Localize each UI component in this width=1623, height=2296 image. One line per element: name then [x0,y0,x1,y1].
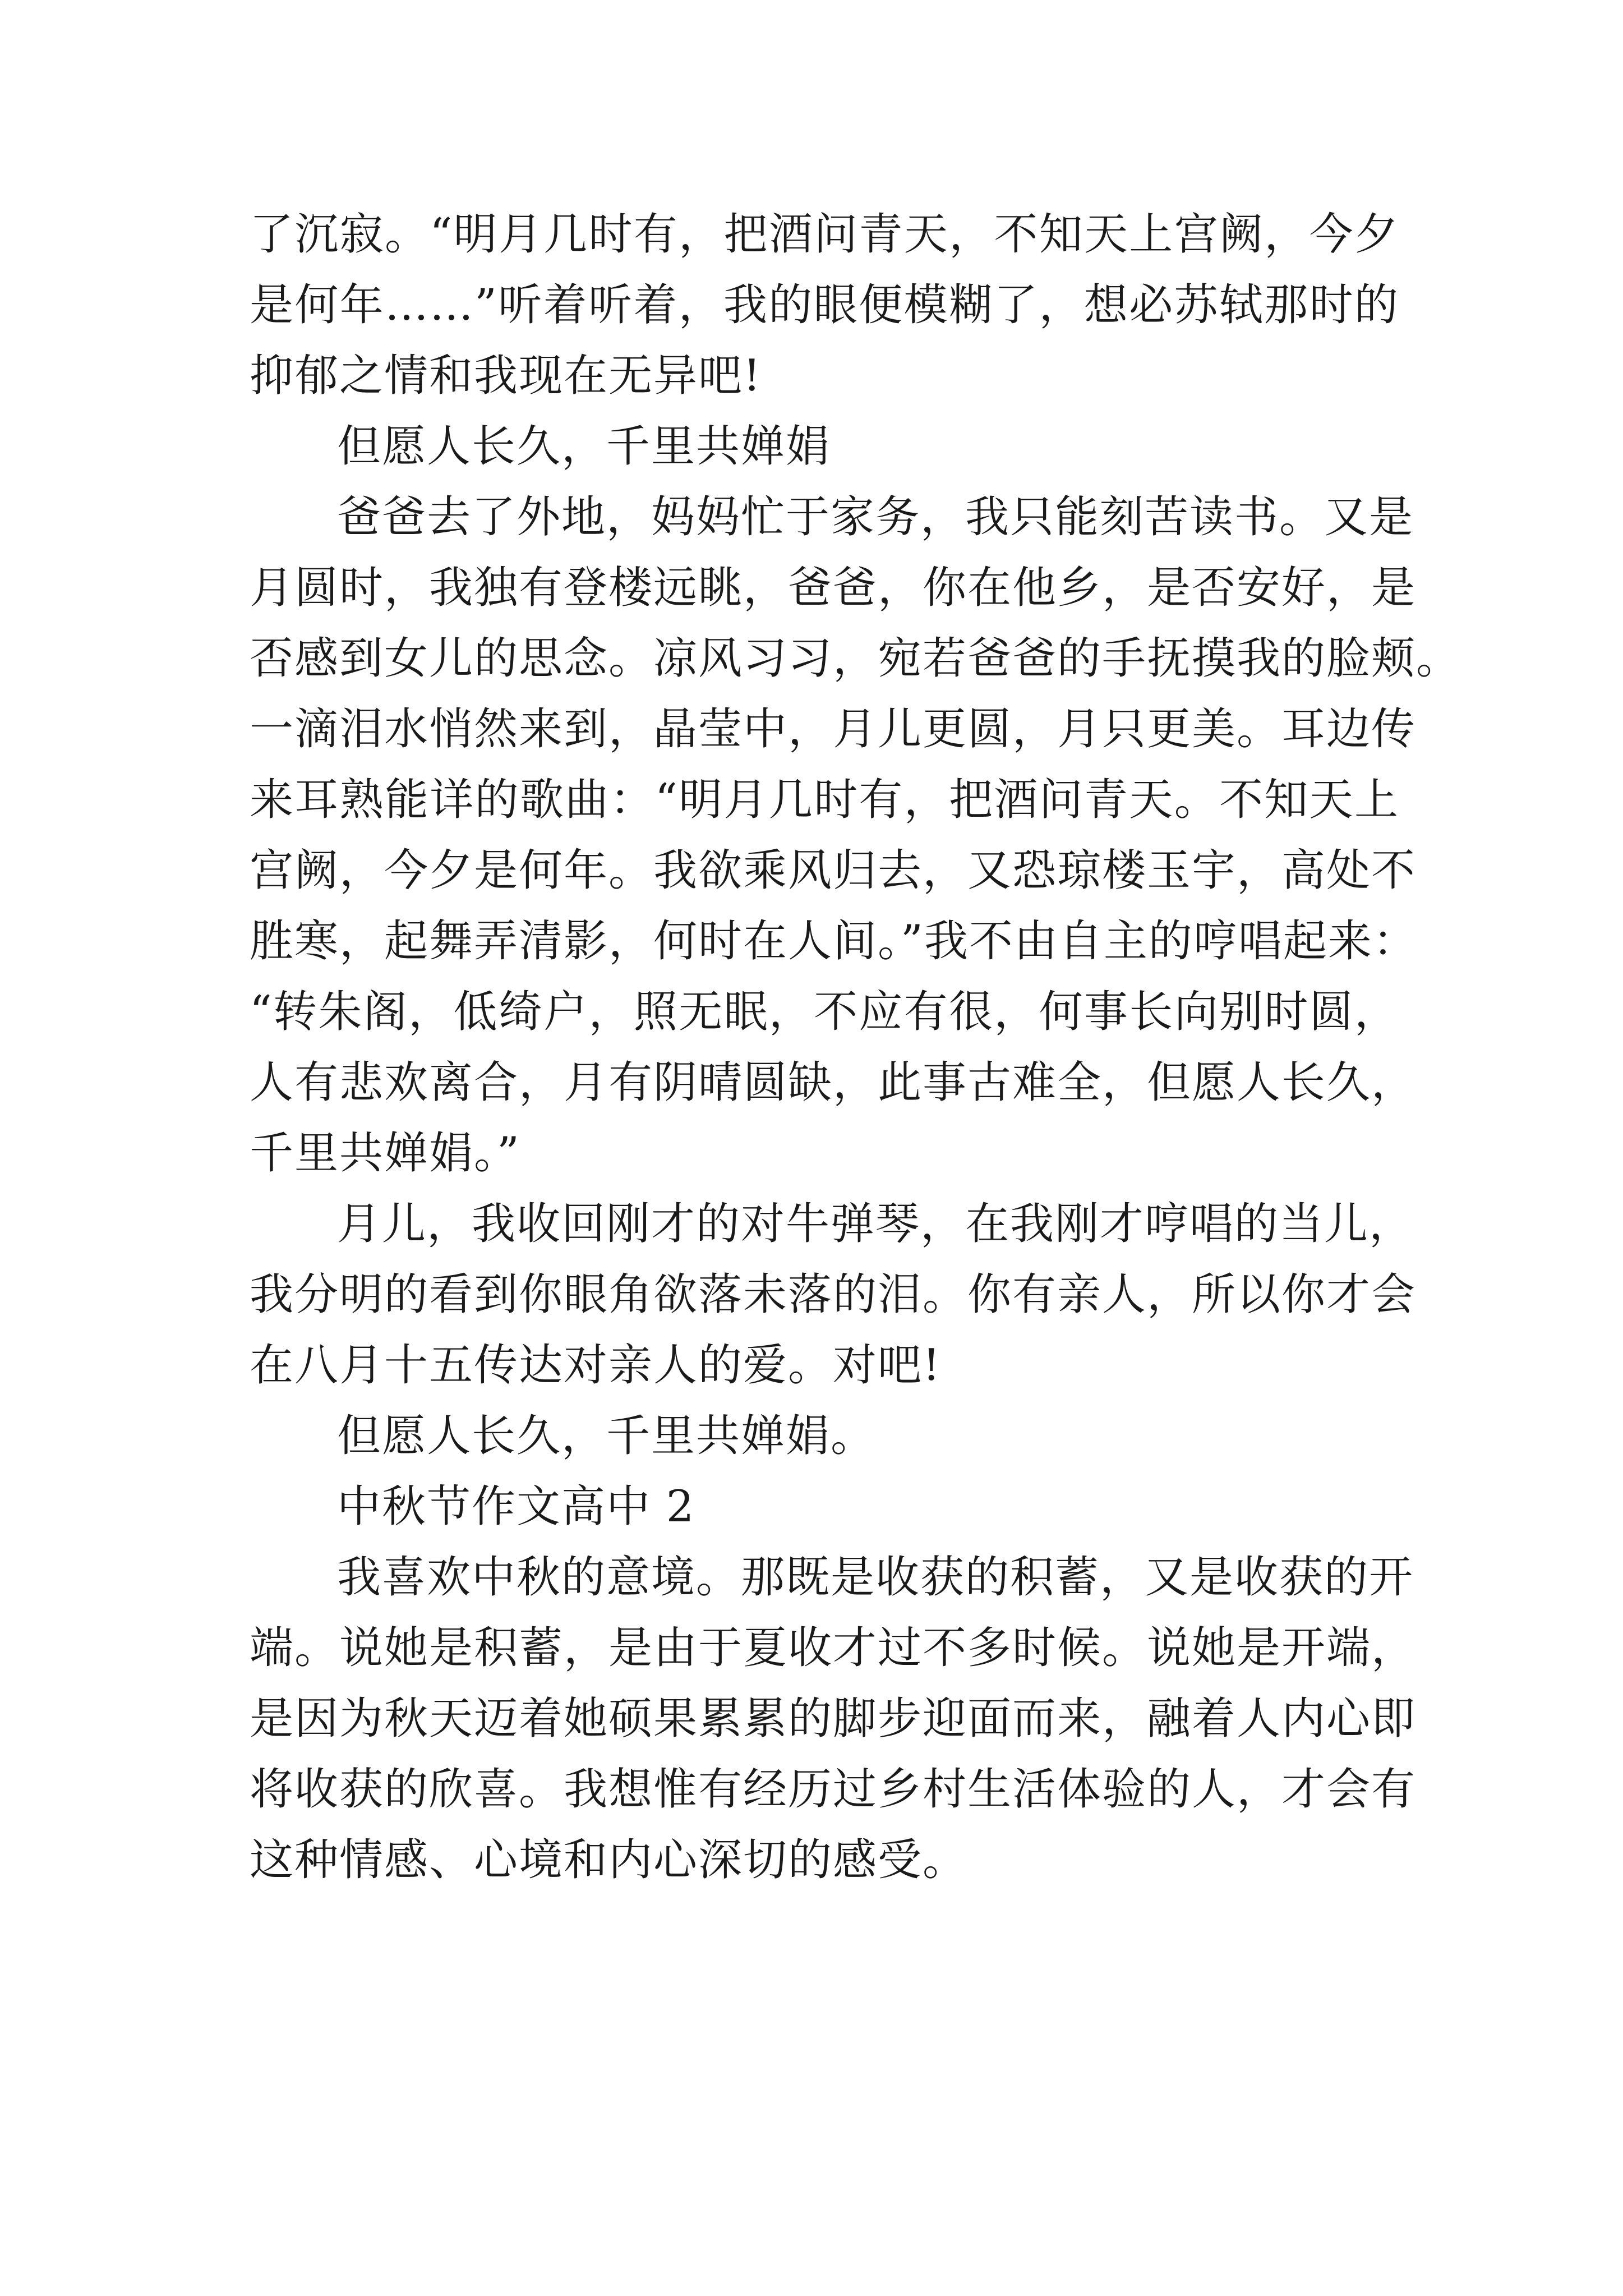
text-line: 月圆时，我独有登楼远眺，爸爸，你在他乡，是否安好，是 [250,563,1417,613]
document-body [250,199,1461,1895]
text-line: 一滴泪水悄然来到，晶莹中，月儿更圆，月只更美。耳边传 [250,704,1417,754]
text-line: 我分明的看到你眼角欲落未落的泪。你有亲人，所以你才会 [250,1269,1417,1320]
text-line: 人有悲欢离合，月有阴晴圆缺，此事古难全，但愿人长久， [250,1057,1417,1108]
text-line: 端。说她是积蓄，是由于夏收才过不多时候。说她是开端， [250,1623,1417,1673]
text-line: 了沉寂。“明月几时有，把酒问青天，不知天上宫阙，今夕 [250,209,1399,260]
text-line: 否感到女儿的思念。凉风习习，宛若爸爸的手抚摸我的脸颊。 [250,633,1461,684]
text-line: 我喜欢中秋的意境。那既是收获的积蓄，又是收获的开 [337,1552,1414,1603]
section-heading: 中秋节作文高中 2 [337,1481,695,1532]
text-line: 千里共婵娟。” [250,1128,520,1179]
text-line: 但愿人长久，千里共婵娟。 [337,1411,876,1461]
text-line: “转朱阁，低绮户，照无眠，不应有很，何事长向别时圆， [250,987,1399,1037]
text-line: 是何年……”听着听着，我的眼便模糊了，想必苏轼那时的 [250,280,1399,330]
text-line: 将收获的欣喜。我想惟有经历过乡村生活体验的人，才会有 [250,1764,1417,1815]
text-line: 月儿，我收回刚才的对牛弹琴，在我刚才哼唱的当儿， [337,1199,1414,1249]
text-line: 来耳熟能详的歌曲：“明月几时有，把酒问青天。不知天上 [250,775,1399,825]
text-line: 这种情感、心境和内心深切的感受。 [250,1835,968,1885]
text-line: 是因为秋天迈着她硕果累累的脚步迎面而来，融着人内心即 [250,1694,1417,1744]
text-line: 抑郁之情和我现在无异吧! [250,351,762,401]
text-line: 爸爸去了外地，妈妈忙于家务，我只能刻苦读书。又是 [337,492,1414,542]
text-line: 宫阙，今夕是何年。我欲乘风归去，又恐琼楼玉宇，高处不 [250,845,1417,896]
text-line: 但愿人长久，千里共婵娟 [337,421,831,472]
text-line: 胜寒，起舞弄清影，何时在人间。”我不由自主的哼唱起来： [250,916,1418,967]
text-line: 在八月十五传达对亲人的爱。对吧! [250,1340,942,1391]
